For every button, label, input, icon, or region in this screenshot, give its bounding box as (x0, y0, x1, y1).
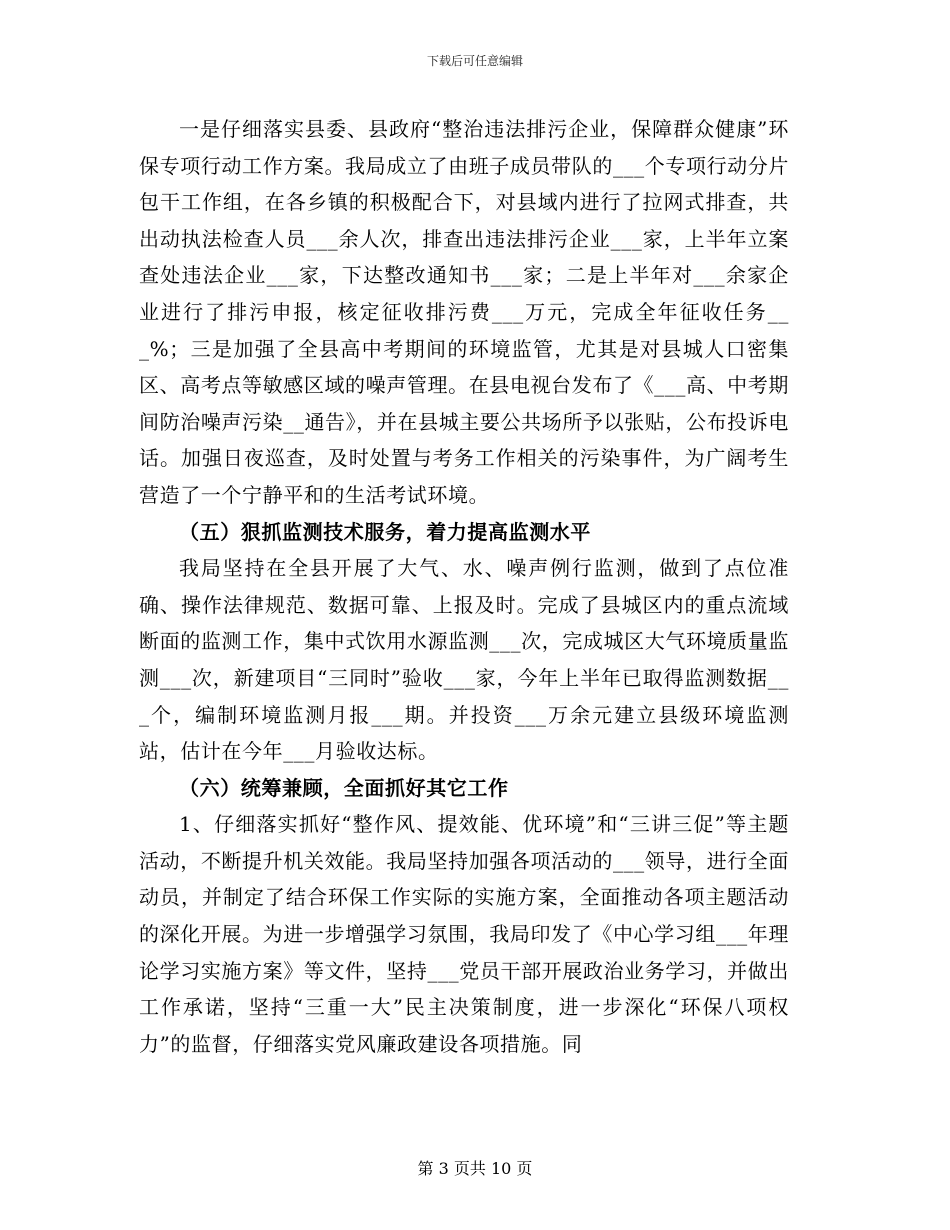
paragraph-other-work: 1、仔细落实抓好“整作风、提效能、优环境”和“三讲三促”等主题活动，不断提升机关效能。我局坚持加强各项活动的___领导，进行全面动员，并制定了结合环保工作实际的实施方案，全面推动各项主题活动的深化开展。为进一步增强学习氛围，我局印发了《中心学习组___年理论学习实施方案》等文件，坚持___党员干部开展政治业务学习，并做出工作承诺，坚持“三重一大”民主决策制度，进一步深化“环保八项权力”的监督，仔细落实党风廉政建设各项措施。同 (139, 812, 789, 1056)
paragraph-pollution-enforcement: 一是仔细落实县委、县政府“整治违法排污企业，保障群众健康”环保专项行动工作方案。我局成立了由班子成员带队的___个专项行动分片包干工作组，在各乡镇的积极配合下，对县域内进行了拉网式排查，共出动执法检查人员___余人次，排查出违法排污企业___家，上半年立案查处违法企业___家，下达整改通知书___家；二是上半年对___余家企业进行了排污申报，核定征收排污费___万元，完成全年征收任务___%；三是加强了全县高中考期间的环境监管，尤其是对县城人口密集区、高考点等敏感区域的噪声管理。在县电视台发布了《___高、中考期间防治噪声污染__通告》，并在县城主要公共场所予以张贴，公布投诉电话。加强日夜巡查，及时处置与考务工作相关的污染事件，为广阔考生营造了一个宁静平和的生活考试环境。 (139, 117, 789, 507)
document-body (139, 111, 789, 1062)
section-heading-other-work: （六）统筹兼顾，全面抓好其它工作 (179, 775, 509, 800)
page-header: 下载后可任意编辑 (426, 54, 523, 68)
page-number-footer: 第 3 页共 10 页 (417, 1159, 533, 1178)
section-heading-monitoring: （五）狠抓监测技术服务，着力提高监测水平 (179, 519, 591, 544)
paragraph-monitoring: 我局坚持在全县开展了大气、水、噪声例行监测，做到了点位准确、操作法律规范、数据可靠、上报及时。完成了县城区内的重点流域断面的监测工作，集中式饮用水源监测___次，完成城区大气环境质量监测___次，新建项目“三同时”验收___家，今年上半年已取得监测数据___个，编制环境监测月报___期。并投资___万余元建立县级环境监测站，估计在今年___月验收达标。 (139, 556, 789, 764)
